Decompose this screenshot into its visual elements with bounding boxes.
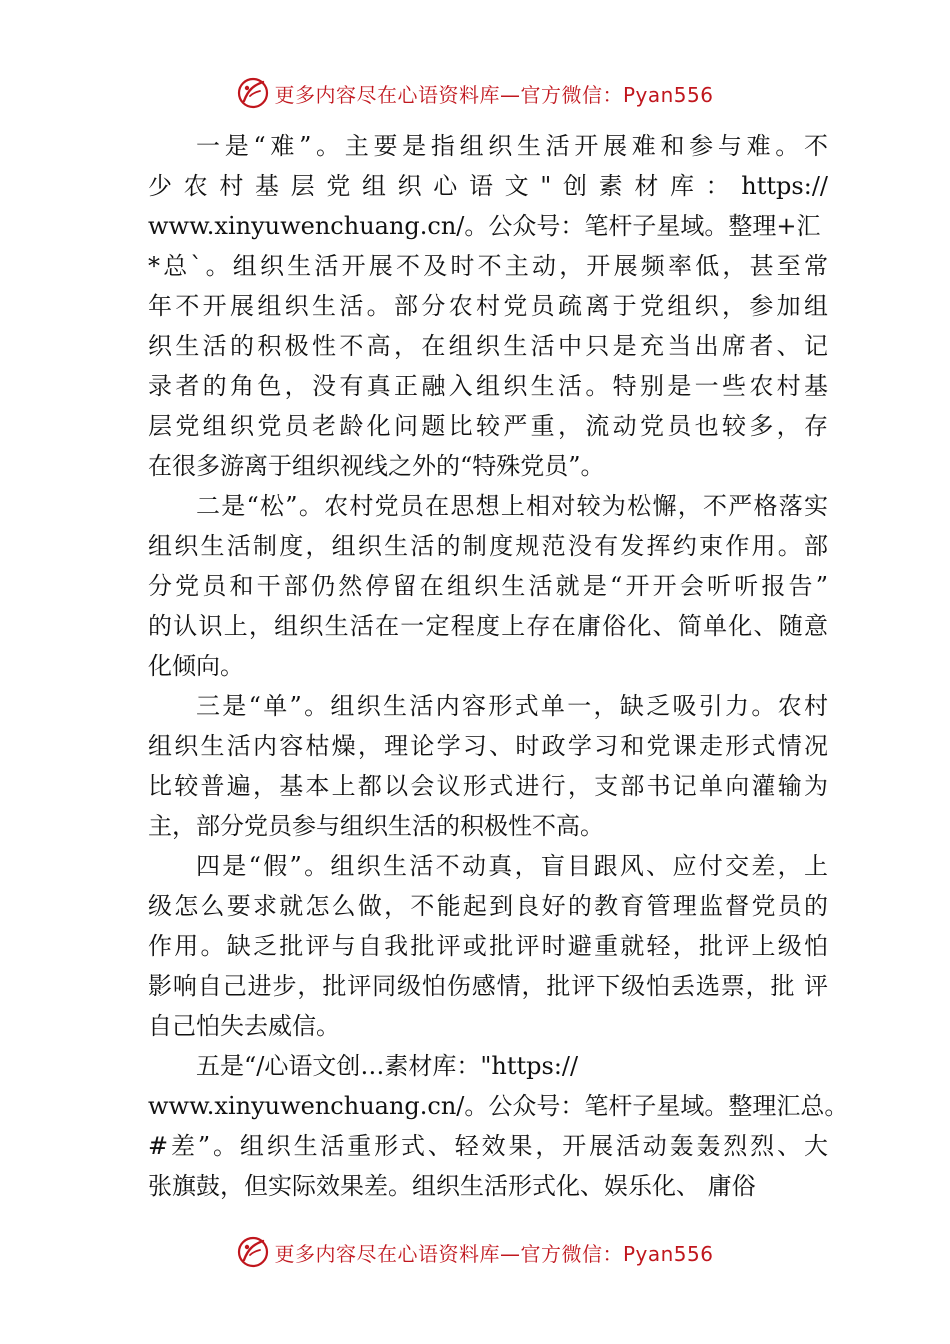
text-line: 层党组织党员老龄化问题比较严重，流动党员也较多，存 xyxy=(148,412,828,440)
text-line: 二是“松”。农村党员在思想上相对较为松懈，不严格落实 xyxy=(196,492,828,520)
text-line: #差”。组织生活重形式、轻效果，开展活动轰轰烈烈、大 xyxy=(148,1132,828,1160)
paragraph-3 xyxy=(148,686,828,846)
footer-banner-text: 更多内容尽在心语资料库—官方微信：Pyan556 xyxy=(274,1241,714,1266)
text-line: 组织生活内容枯燥，理论学习、时政学习和党课走形式情况 xyxy=(148,732,828,760)
text-line: *总`。组织生活开展不及时不主动，开展频率低，甚至常 xyxy=(148,252,828,280)
text-line: www.xinyuwenchuang.cn/。公众号：笔杆子星域。整理+汇 xyxy=(148,212,821,240)
footer-banner xyxy=(0,1232,950,1272)
text-line: 级怎么要求就怎么做，不能起到良好的教育管理监督党员的 xyxy=(148,892,828,920)
text-line: 年不开展组织生活。部分农村党员疏离于党组织，参加组 xyxy=(148,292,828,320)
text-line: 三是“单”。组织生活内容形式单一，缺乏吸引力。农村 xyxy=(196,692,828,720)
text-line: 少农村基层党组织心语文"创素材库：https:// xyxy=(148,172,828,200)
header-banner xyxy=(0,73,950,113)
text-line: 五是“/心语文创…素材库："https:// xyxy=(196,1052,579,1080)
text-line: www.xinyuwenchuang.cn/。公众号：笔杆子星域。整理汇总。 xyxy=(148,1092,849,1120)
text-line: 作用。缺乏批评与自我批评或批评时避重就轻，批评上级怕 xyxy=(148,932,828,960)
text-line: 一是“难”。主要是指组织生活开展难和参与难。不 xyxy=(196,132,828,160)
brand-logo-icon xyxy=(236,76,270,110)
text-line: 自己怕失去威信。 xyxy=(148,1012,340,1040)
text-line: 主，部分党员参与组织生活的积极性不高。 xyxy=(148,812,604,840)
text-line: 织生活的积极性不高，在组织生活中只是充当出席者、记 xyxy=(148,332,828,360)
paragraph-4 xyxy=(148,846,828,1046)
document-body xyxy=(148,126,849,1206)
text-line: 的认识上，组织生活在一定程度上存在庸俗化、简单化、随意 xyxy=(148,612,828,640)
paragraph-5 xyxy=(148,1046,849,1206)
text-line: 张旗鼓，但实际效果差。组织生活形式化、娱乐化、 庸俗 xyxy=(148,1172,756,1200)
text-line: 分党员和干部仍然停留在组织生活就是“开开会听听报告” xyxy=(148,572,828,600)
text-line: 比较普遍，基本上都以会议形式进行，支部书记单向灌输为 xyxy=(148,772,828,800)
paragraph-2 xyxy=(148,486,828,686)
text-line: 化倾向。 xyxy=(148,652,244,680)
text-line: 影响自己进步，批评同级怕伤感情，批评下级怕丢选票，批 评 xyxy=(148,972,828,1000)
text-line: 录者的角色，没有真正融入组织生活。特别是一些农村基 xyxy=(148,372,828,400)
text-line: 四是“假”。组织生活不动真，盲目跟风、应付交差，上 xyxy=(196,852,828,880)
text-line: 组织生活制度，组织生活的制度规范没有发挥约束作用。部 xyxy=(148,532,828,560)
paragraph-1 xyxy=(148,126,828,486)
text-line: 在很多游离于组织视线之外的“特殊党员”。 xyxy=(148,452,605,480)
brand-logo-icon xyxy=(236,1235,270,1269)
header-banner-text: 更多内容尽在心语资料库—官方微信：Pyan556 xyxy=(274,82,714,107)
